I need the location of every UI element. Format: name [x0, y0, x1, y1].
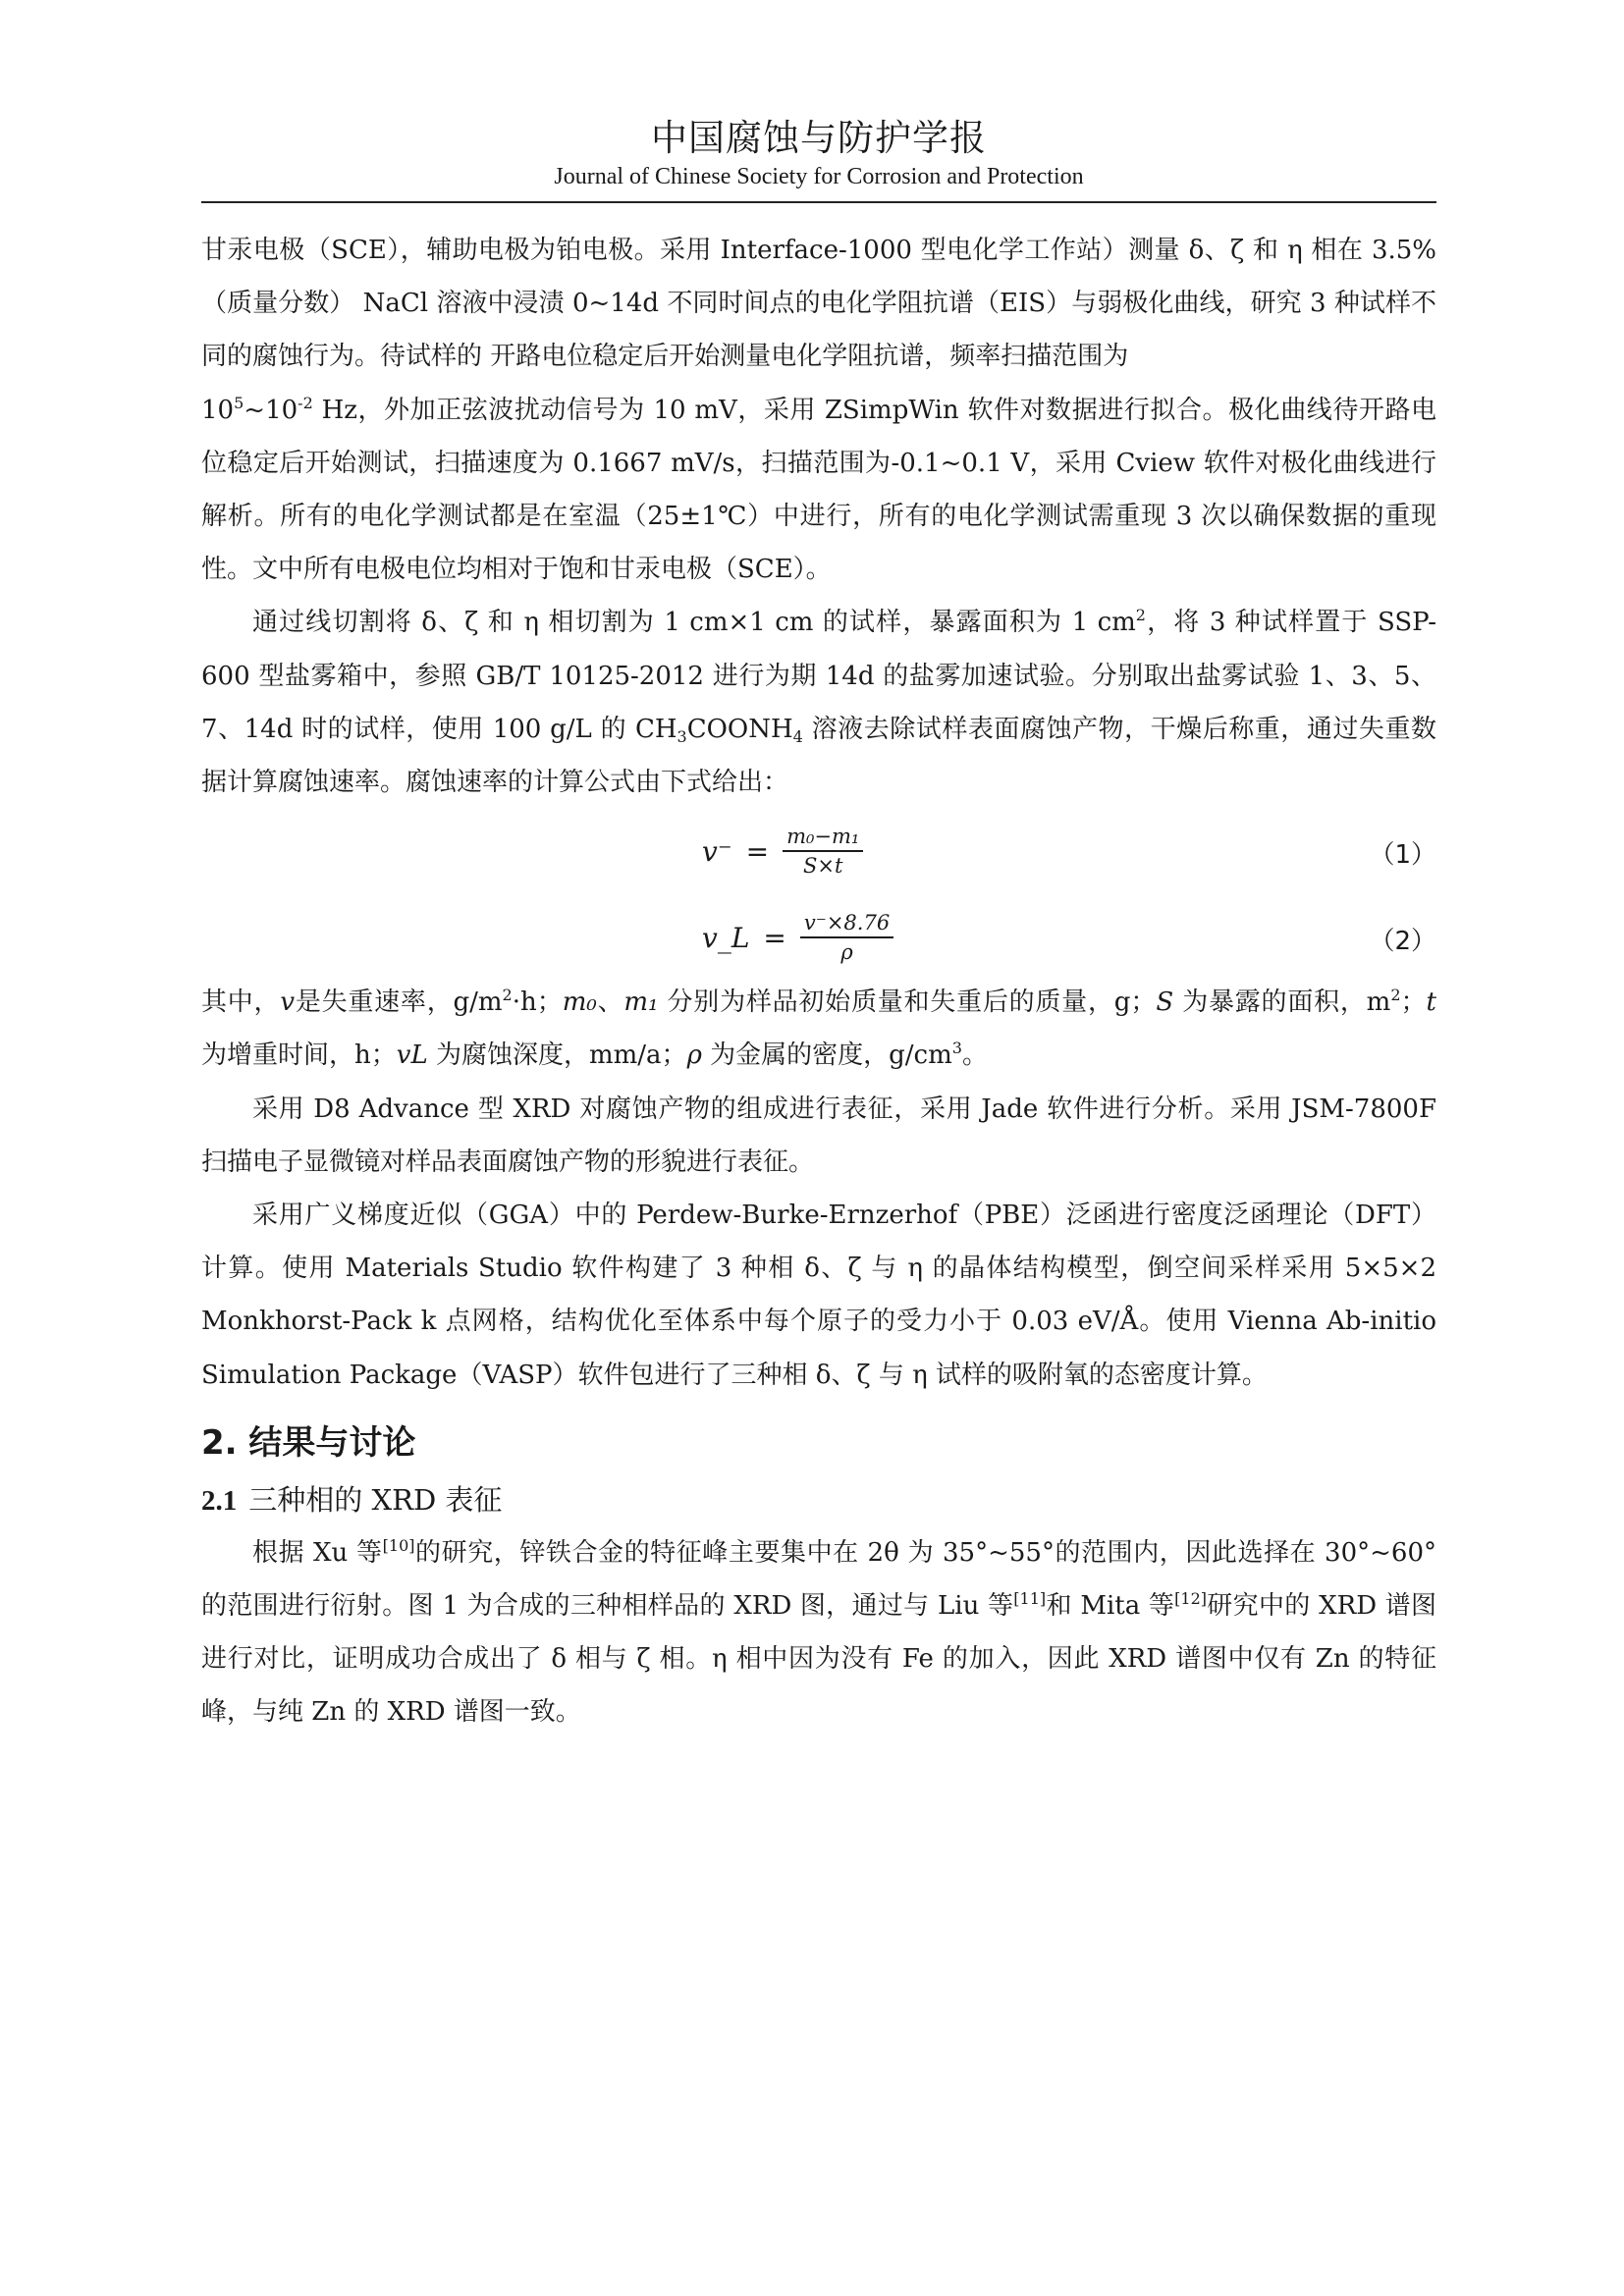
journal-title-cn: 中国腐蚀与防护学报 [651, 117, 987, 159]
page-header [201, 116, 1436, 192]
section-heading-results: 2. 结果与讨论 [201, 1422, 416, 1463]
header-divider [201, 201, 1436, 203]
equation-1-denominator: S×t [803, 854, 843, 879]
citation-ref[interactable]: [10] [382, 1535, 415, 1555]
paragraph-methods-electrochem: 甘汞电极（SCE），辅助电极为铂电极。采用 Interface-1000 型电化学工作站）测量 δ、ζ 和 η 相在 3.5%（质量分数） NaCl 溶液中浸渍 0~14d 不同时间点的电化学阻抗谱（EIS）与弱极化曲线，研究 3 种试样不同的腐蚀行为。待试样的 开路电位稳定后开始测量电化学阻抗谱，频率扫描范围为 $10^5\sim 10^{-2}$ Hz，外加正弦波扰动信号为 10 mV，采用 ZSimpWin 软件对数据进行拟合。极化曲线待开路电位稳定后开始测试，扫描速度为 0.1667 mV/s，扫描范围为-0.1~0.1 V，采用 Cview 软件对极化曲线进行解析。所有的电化学测试都是在室温（25±1℃）中进行，所有的电化学测试需重现 3 次以确保数据的重现性。文中所有电极电位均相对于饱和甘汞电极（SCE）。 [201, 236, 1437, 585]
paragraph-xrd-results: 根据 Xu 等[10]的研究，锌铁合金的特征峰主要集中在 2θ 为 35°~55°的范围内，因此选择在 30°~60°的范围进行衍射。图 1 为合成的三种相样品的 XRD 图，通过与 Liu 等[11]和 Mita 等[12]研究中的 XRD 谱图进行对比，证明成功合成出了 δ 相与 ζ 相。η 相中因为没有 Fe 的加入，因此 XRD 谱图中仅有 Zn 的特征峰，与纯 Zn 的 XRD 谱图一致。 [201, 1535, 1436, 1728]
equation-2-denominator: ρ [840, 940, 853, 965]
equation-1: v⁻ = $\frac{\text{m₀−m₁}}{S\times t}$ （1） [702, 825, 1436, 879]
journal-title-en: Journal of Chinese Society for Corrosion and Protection [554, 164, 1084, 189]
article-body [201, 224, 1436, 1739]
equation-2-lhs: v_L [702, 921, 750, 954]
paragraph-methods-xrd-sem: 采用 D8 Advance 型 XRD 对腐蚀产物的组成进行表征，采用 Jade 软件进行分析。采用 JSM-7800F 扫描电子显微镜对样品表面腐蚀产物的形貌进行表征。 [201, 1094, 1436, 1177]
paragraph-methods-dft: 采用广义梯度近似（GGA）中的 Perdew-Burke-Ernzerhof（PBE）泛函进行密度泛函理论（DFT）计算。使用 Materials Studio 软件构建了 3 种相 δ、ζ 与 η 的晶体结构模型，倒空间采样采用 5×5×2 Monkhorst-Pack k 点网格，结构优化至体系中每个原子的受力小于 0.03 eV/Å。使用 Vienna Ab-initio Simulation Package（VASP）软件包进行了三种相 δ、ζ 与 η 试样的吸附氧的态密度计算。 [201, 1201, 1436, 1390]
citation-ref[interactable]: [12] [1174, 1589, 1207, 1609]
paragraph-symbol-definitions: 其中，v是失重速率，$g/m^2\cdot h$；m₀、m₁ 分别为样品初始质量和失重后的质量，g；S 为暴露的面积，$m^2$；t 为增重时间，h；vL 为腐蚀深度，mm/a；ρ 为金属的密度，$g/cm^3$。 [201, 986, 1436, 1071]
equation-1-lhs: v⁻ [702, 834, 732, 868]
equation-1-numerator: m₀−m₁ [783, 823, 863, 852]
equation-1-number: （1） [1369, 840, 1436, 871]
equation-2: v_L = $\frac{v^-\times 8.76}{\rho}$ （2） [702, 911, 1436, 965]
citation-ref[interactable]: [11] [1013, 1589, 1047, 1609]
equation-2-numerator: v⁻×8.76 [800, 909, 893, 938]
equation-2-number: （2） [1369, 927, 1436, 957]
subsection-heading-xrd: 2.1 三种相的 XRD 表征 [201, 1482, 503, 1517]
paragraph-methods-saltspray: 通过线切割将 δ、ζ 和 η 相切割为 1 cm×1 cm 的试样，暴露面积为 1 $cm^2$，将 3 种试样置于 SSP-600 型盐雾箱中，参照 GB/T 10125-2012 进行为期 14d 的盐雾加速试验。分别取出盐雾试验 1、3、5、7、14d 时的试样，使用 100 g/L 的 $CH_3COONH_4$ 溶液去除试样表面腐蚀产物，干燥后称重，通过失重数据计算腐蚀速率。腐蚀速率的计算公式由下式给出： [201, 606, 1436, 798]
